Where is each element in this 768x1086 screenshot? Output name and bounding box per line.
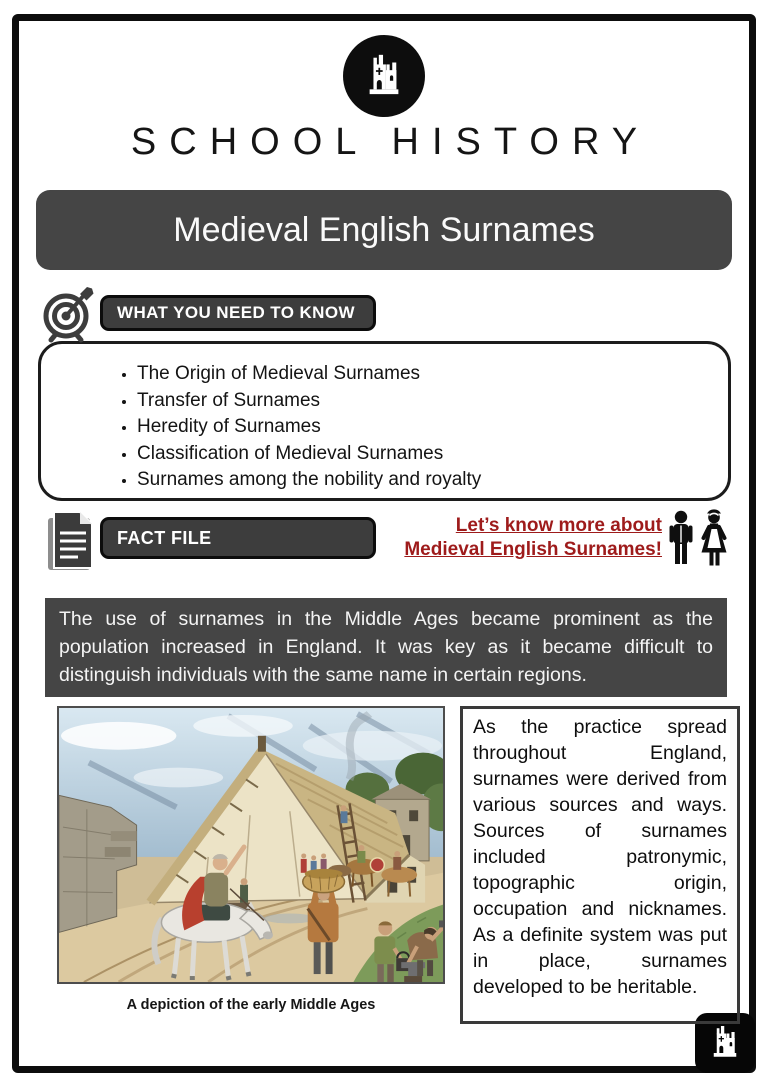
- intro-paragraph: The use of surnames in the Middle Ages became prominent as the population increased in England. It was key as it became difficult to distinguish individuals with the same name in certain regions.: [45, 598, 727, 697]
- fact-file-header: [100, 517, 376, 559]
- list-item: • The Origin of Medieval Surnames: [137, 361, 728, 388]
- know-section-header: [100, 295, 376, 331]
- page-title-text: Medieval English Surnames: [173, 210, 595, 249]
- castle-icon: [361, 51, 407, 102]
- know-list-box: [38, 341, 731, 501]
- cta-line-2[interactable]: Medieval English Surnames!: [404, 538, 662, 560]
- school-history-logo: [343, 35, 425, 117]
- list-item: • Surnames among the nobility and royalty: [137, 467, 728, 494]
- know-heading-text: WHAT YOU NEED TO KNOW: [117, 303, 355, 322]
- target-dart-icon: [38, 284, 98, 344]
- medieval-village-illustration: [57, 706, 445, 984]
- figure-caption: A depiction of the early Middle Ages: [126, 997, 376, 1013]
- list-item: • Heredity of Surnames: [137, 414, 728, 441]
- fact-file-cta-link[interactable]: [390, 514, 662, 561]
- castle-icon: [707, 1023, 743, 1064]
- medieval-couple-icon: [666, 508, 732, 572]
- page-title: [36, 190, 732, 270]
- body-text-box: As the practice spread throughout England, surnames were derived from various sources and ways. Sources of surnames included patronymic, topographic origin, occupation and nicknames. As a definite system was put in place, surnames developed to be heritable.: [460, 706, 740, 1024]
- know-list: [41, 361, 728, 494]
- brand-title: SCHOOL HISTORY: [130, 121, 651, 163]
- fact-file-heading-text: FACT FILE: [117, 527, 212, 548]
- list-item: • Classification of Medieval Surnames: [137, 441, 728, 468]
- document-icon: [46, 509, 98, 573]
- list-item: • Transfer of Surnames: [137, 388, 728, 415]
- cta-line-1[interactable]: Let’s know more about: [455, 515, 662, 536]
